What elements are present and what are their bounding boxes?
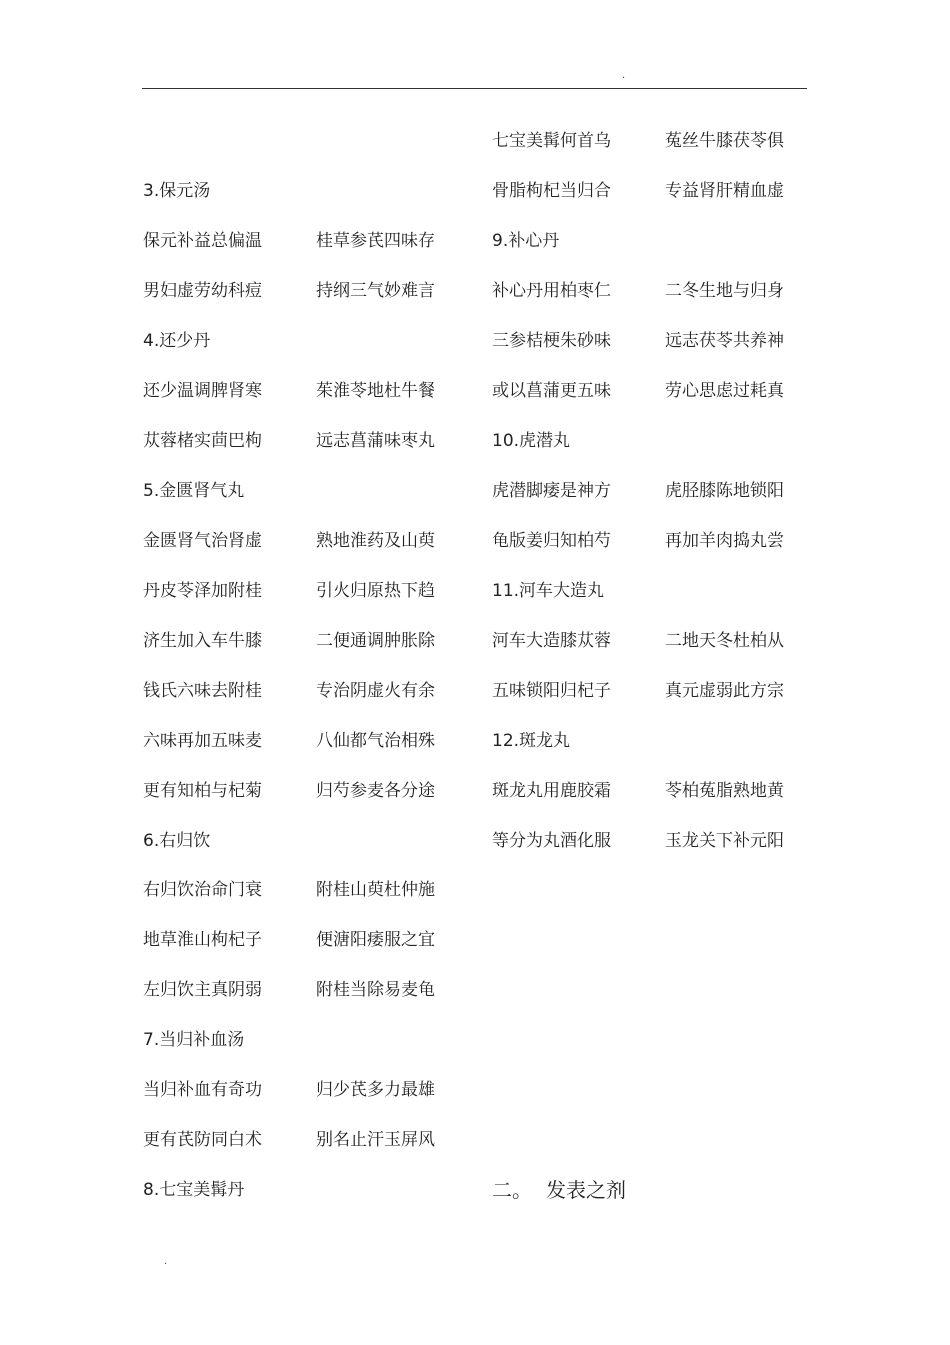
verse-second-half: 专治阴虚火有余: [316, 681, 435, 701]
section-heading: 12.斑龙丸: [492, 731, 571, 751]
verse-first-half: 地草淮山枸杞子: [143, 930, 262, 950]
verse-first-half: 河车大造膝苁蓉: [492, 631, 611, 651]
verse-line: [143, 279, 489, 303]
verse-line: [143, 379, 489, 403]
verse-first-half: 钱氏六味去附桂: [143, 681, 262, 701]
verse-second-half: 持纲三气妙难言: [316, 281, 435, 301]
verse-line: [143, 729, 489, 753]
verse-first-half: 虎潜脚痿是神方: [492, 481, 611, 501]
verse-first-half: 男妇虚劳幼科痘: [143, 281, 262, 301]
verse-line: [143, 978, 489, 1002]
verse-second-half: 二地天冬杜柏从: [665, 631, 784, 651]
header-mark: .: [622, 70, 626, 81]
header-rule: [142, 88, 807, 89]
verse-first-half: 还少温调脾肾寒: [143, 381, 262, 401]
verse-line: [143, 1128, 489, 1152]
verse-line: [492, 129, 838, 153]
verse-first-half: 右归饮治命门衰: [143, 880, 262, 900]
verse-line: [143, 779, 489, 803]
verse-second-half: 桂草参芪四味存: [316, 231, 435, 251]
verse-line: [143, 928, 489, 952]
verse-first-half: 等分为丸酒化服: [492, 831, 611, 851]
verse-first-half: 七宝美髯何首乌: [492, 131, 611, 151]
verse-second-half: 菟丝牛膝茯苓俱: [665, 131, 784, 151]
verse-line: [143, 529, 489, 553]
verse-line: [143, 679, 489, 703]
verse-second-half: 附桂当除易麦龟: [316, 980, 435, 1000]
verse-first-half: 苁蓉楮实茴巴枸: [143, 431, 262, 451]
verse-line: [492, 179, 838, 203]
verse-second-half: 再加羊肉捣丸尝: [665, 531, 784, 551]
verse-second-half: 虎胫膝陈地锁阳: [665, 481, 784, 501]
verse-line: [492, 379, 838, 403]
verse-first-half: 丹皮苓泽加附桂: [143, 581, 262, 601]
verse-first-half: 更有芪防同白术: [143, 1130, 262, 1150]
verse-first-half: 三参桔梗朱砂味: [492, 331, 611, 351]
verse-line: [143, 878, 489, 902]
verse-first-half: 斑龙丸用鹿胶霜: [492, 781, 611, 801]
verse-first-half: 当归补血有奇功: [143, 1080, 262, 1100]
chapter-heading: [492, 1177, 626, 1203]
verse-line: [492, 829, 838, 853]
verse-line: [143, 429, 489, 453]
verse-line: [492, 529, 838, 553]
verse-first-half: 左归饮主真阴弱: [143, 980, 262, 1000]
verse-first-half: 五味锁阳归杞子: [492, 681, 611, 701]
verse-first-half: 保元补益总偏温: [143, 231, 262, 251]
verse-first-half: 金匮肾气治肾虚: [143, 531, 262, 551]
verse-second-half: 引火归原热下趋: [316, 581, 435, 601]
verse-second-half: 熟地淮药及山萸: [316, 531, 435, 551]
verse-second-half: 八仙都气治相殊: [316, 731, 435, 751]
verse-second-half: 二冬生地与归身: [665, 281, 784, 301]
section-heading: 4.还少丹: [143, 331, 211, 351]
verse-second-half: 苓柏菟脂熟地黄: [665, 781, 784, 801]
verse-second-half: 真元虚弱此方宗: [665, 681, 784, 701]
verse-line: [492, 329, 838, 353]
verse-first-half: 骨脂枸杞当归合: [492, 181, 611, 201]
verse-second-half: 茱淮苓地杜牛餐: [316, 381, 435, 401]
verse-line: [143, 629, 489, 653]
verse-second-half: 二便通调肿胀除: [316, 631, 435, 651]
verse-line: [492, 779, 838, 803]
verse-second-half: 远志菖蒲味枣丸: [316, 431, 435, 451]
section-heading: 11.河车大造丸: [492, 581, 605, 601]
verse-first-half: 龟版姜归知柏芍: [492, 531, 611, 551]
verse-first-half: 或以菖蒲更五味: [492, 381, 611, 401]
verse-second-half: 别名止汗玉屏风: [316, 1130, 435, 1150]
section-heading: 6.右归饮: [143, 831, 211, 851]
verse-first-half: 济生加入车牛膝: [143, 631, 262, 651]
verse-line: [492, 629, 838, 653]
verse-line: [492, 479, 838, 503]
chapter-number: 二。: [492, 1178, 532, 1202]
footer-mark: .: [164, 1256, 168, 1267]
verse-second-half: 玉龙关下补元阳: [665, 831, 784, 851]
verse-line: [143, 229, 489, 253]
section-heading: 3.保元汤: [143, 181, 211, 201]
verse-second-half: 专益肾肝精血虚: [665, 181, 784, 201]
chapter-title: 发表之剂: [546, 1178, 626, 1202]
section-heading: 10.虎潜丸: [492, 431, 571, 451]
section-heading: 9.补心丹: [492, 231, 560, 251]
verse-second-half: 远志茯苓共养神: [665, 331, 784, 351]
verse-line: [143, 579, 489, 603]
verse-first-half: 六味再加五味麦: [143, 731, 262, 751]
section-heading: 5.金匮肾气丸: [143, 481, 245, 501]
section-heading: 8.七宝美髯丹: [143, 1180, 245, 1200]
verse-first-half: 更有知柏与杞菊: [143, 781, 262, 801]
verse-second-half: 附桂山萸杜仲施: [316, 880, 435, 900]
section-heading: 7.当归补血汤: [143, 1030, 245, 1050]
verse-first-half: 补心丹用柏枣仁: [492, 281, 611, 301]
verse-line: [492, 279, 838, 303]
verse-second-half: 归芍参麦各分途: [316, 781, 435, 801]
verse-second-half: 归少芪多力最雄: [316, 1080, 435, 1100]
verse-line: [492, 679, 838, 703]
verse-second-half: 便溏阳痿服之宜: [316, 930, 435, 950]
verse-second-half: 劳心思虑过耗真: [665, 381, 784, 401]
verse-line: [143, 1078, 489, 1102]
